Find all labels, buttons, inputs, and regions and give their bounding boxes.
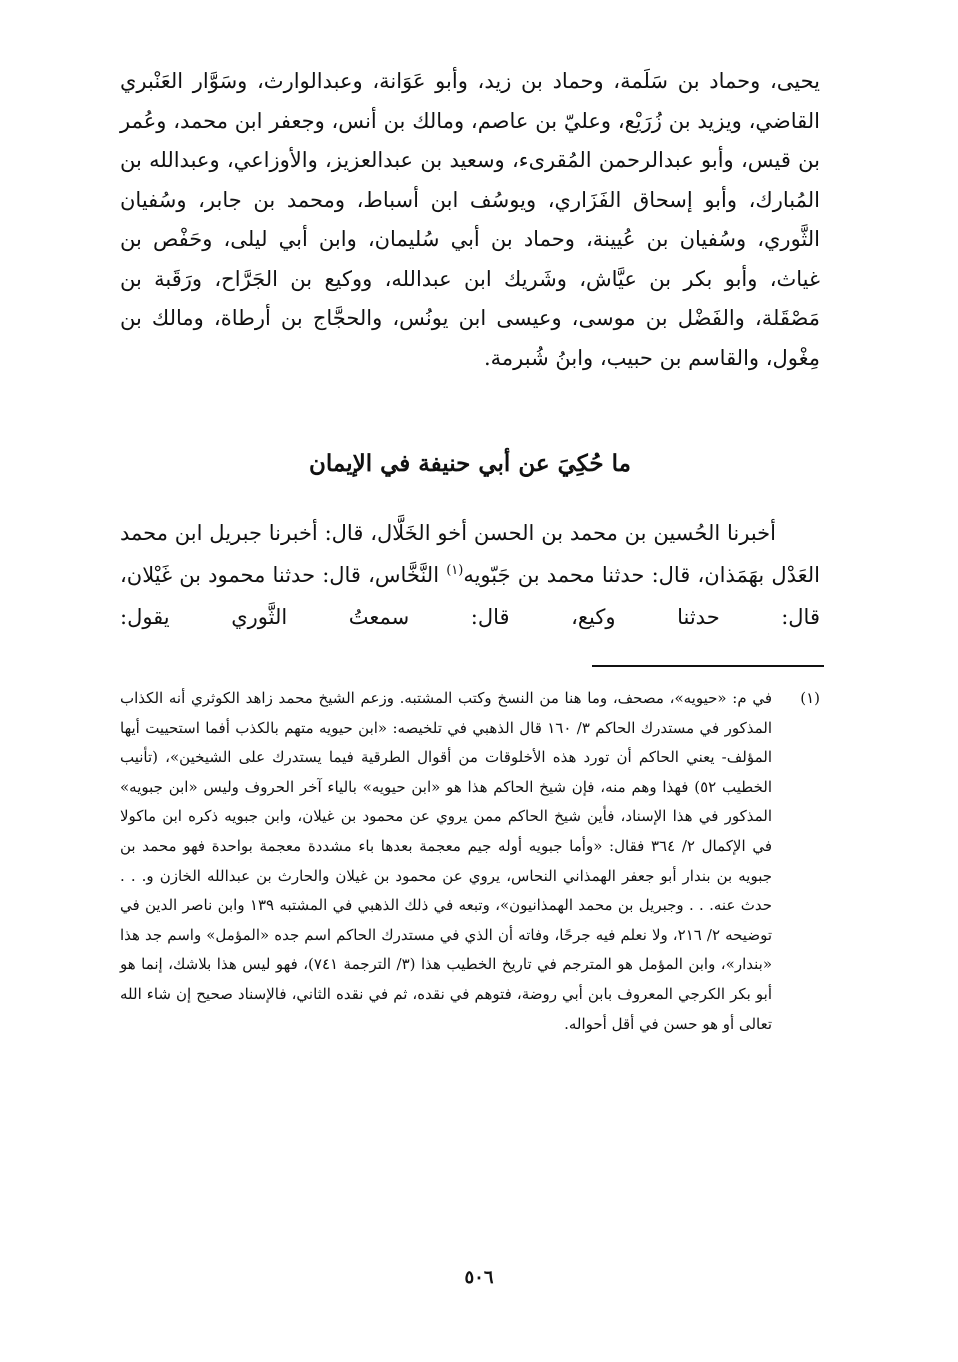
page-number: ٥٠٦ (464, 1267, 494, 1288)
isnad-text-end: النَّخَّاس، قال: حدثنا محمود بن غَيْلان، قال: حدثنا وكيع، قال: سمعتُ الثَّوري يقول: (120, 563, 820, 629)
footnote (120, 684, 820, 1039)
narrators-paragraph: يحيى، وحماد بن سَلَمة، وحماد بن زيد، وأبو عَوَانة، وعبدالوارث، وسَوَّار العَنْبري القاضي، ويزيد بن زُرَيْع، وعليّ بن عاصم، ومالك بن أنس، وجعفر ابن محمد، وعُمر بن قيس، وأبو عبدالرحمن المُقرىء، وسعيد بن عبدالعزيز، والأوزاعي، وعبدالله بن المُبارك، وأبو إسحاق الفَزَاري، ويوسُف ابن أسباط، ومحمد بن جابر، وسُفيان الثَّوري، وسُفيان بن عُيينة، وحماد بن أبي سُليمان، وابن أبي ليلى، وحَفْص بن غياث، وأبو بكر بن عيَّاش، وشَريك ابن عبدالله، ووكيع بن الجَرَّاح، ورَقَبة بن مَصْقَلة، والفَضْل بن موسى، وعيسى ابن يونُس، والحجَّاج بن أرطاة، ومالك بن مِغْول، والقاسم بن حبيب، وابنُ شُبرمة. (120, 69, 820, 370)
footnote-number: (١) (800, 689, 820, 707)
footnote-reference-mark[interactable]: (١) (446, 563, 464, 578)
footnote-separator (592, 665, 824, 667)
isnad-text-start: أخبرنا الحُسين بن محمد بن الحسن أخو الخَلَّال، قال: أخبرنا جبريل ابن محمد العَدْل بهَمَذان، قال: حدثنا محمد بن جَبّويه (120, 521, 820, 587)
isnad-paragraph (120, 512, 820, 638)
footnote-text: في م: «حيويه»، مصحف، وما هنا من النسخ وكتب المشتبه. وزعم الشيخ محمد زاهد الكوثري أنه الكذاب المذكور في مستدرك الحاكم ٣/ ١٦٠ قال الذهبي في تلخيصه: «ابن حيويه متهم بالكذب أفما استحييت أيها المؤلف- يعني الحاكم أن تورد هذه الأخلوقات من أقوال الطرقية فيما يستدرك على الشيخين»، (تأنيب الخطيب ٥٢) فهذا وهم منه، فإن شيخ الحاكم هذا هو «ابن حيويه» بالياء آخر الحروف وليس «ابن جبويه» المذكور في هذا الإسناد، فأين شيخ الحاكم ممن يروي عن محمود بن غيلان، وابن جبويه ذكره ابن ماكولا في الإكمال ٢/ ٣٦٤ فقال: «وأما جبويه أوله جيم معجمة بعدها باء مشددة معجمة بواحدة فهو محمد بن جبويه بن بندار أبو جعفر الهمذاني النحاس، يروي عن محمود بن غيلان والحارث بن عبدالله الخازن و. . . حدث عنه. . . وجبريل بن محمد الهمذانيون»، وتبعه في ذلك الذهبي في المشتبه ١٣٩ وابن ناصر الدين في توضيحه ٢/ ٢١٦، ولا نعلم فيه جرحًا، وفاته أن الذي في مستدرك الحاكم اسم جده «المؤمل» واسم جد هذا «بندار»، وابن المؤمل هو المترجم في تاريخ الخطيب هذا (٣/ الترجمة ٧٤١)، فهو ليس هذا بلاشك، إنما هو أبو بكر الكرجي المعروف بابن أبي روضة، فتوهم في نقده، ثم في نقده الثاني، فالإسناد صحيح إن شاء الله تعالى أو هو حسن في أقل أحواله. (120, 689, 773, 1033)
section-heading: ما حُكِيَ عن أبي حنيفة في الإيمان (309, 450, 631, 477)
